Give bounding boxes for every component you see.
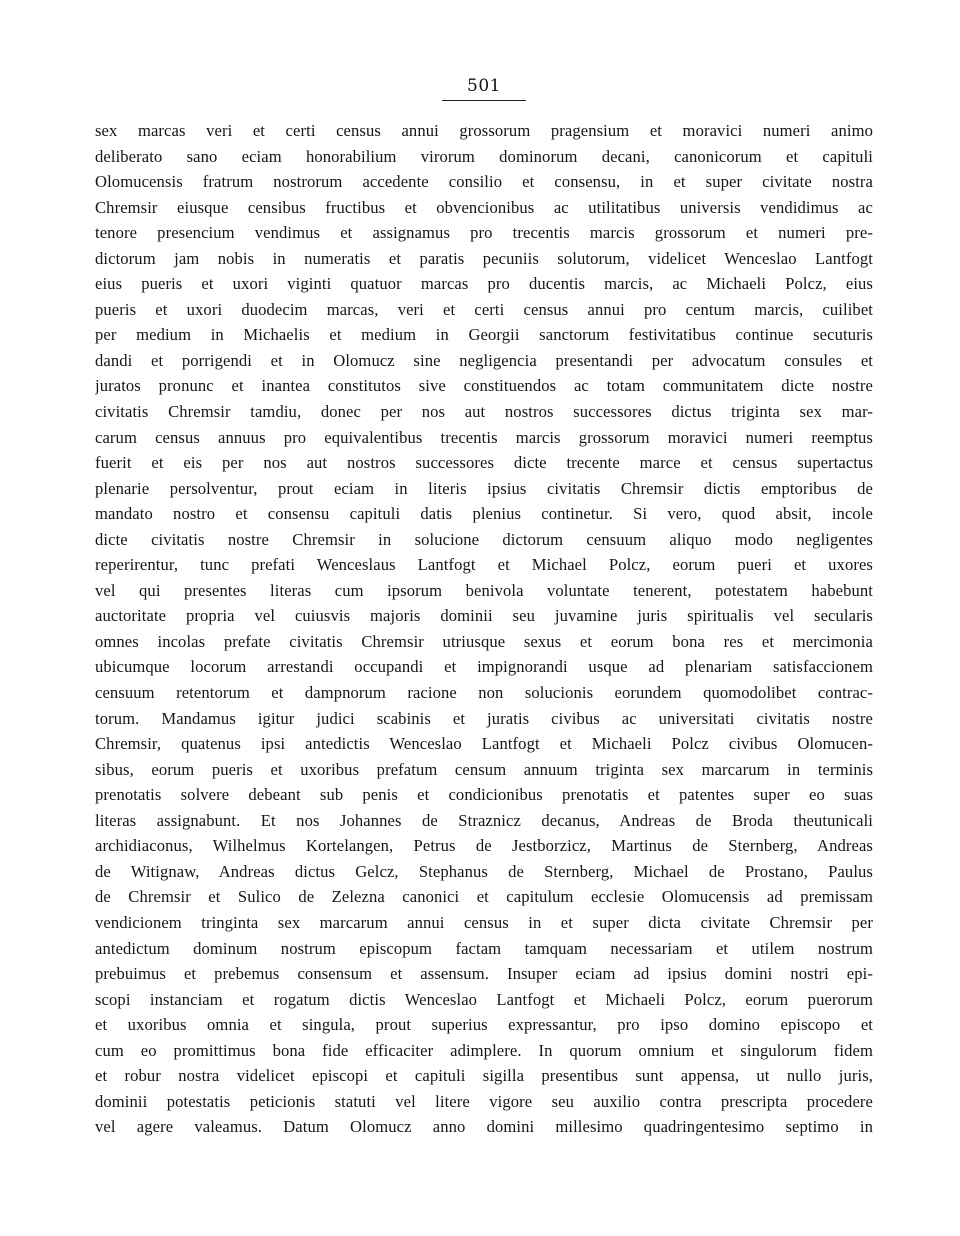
text-line: dictorum jam nobis in numeratis et paratis pecuniis solutorum, videlicet Wenceslao Lantfogt	[95, 248, 873, 268]
text-line: vel agere valeamus. Datum Olomucz anno domini millesimo quadringentesimo septimo in	[95, 1117, 873, 1137]
text-line: ubicumque locorum arrestandi occupandi et impignorandi usque ad plenariam satisfaccionem	[95, 657, 873, 677]
text-line: de Witignaw, Andreas dictus Gelcz, Stephanus de Sternberg, Michael de Prostano, Paulus	[95, 861, 873, 881]
text-line: civitatis Chremsir tamdiu, donec per nos aut nostros successores dictus triginta sex mar-	[95, 402, 873, 422]
text-line: torum. Mandamus igitur judici scabinis et juratis civibus ac universitati civitatis nostre	[95, 708, 873, 728]
text-line: carum census annuus pro equivalentibus trecentis marcis grossorum moravici numeri reemptus	[95, 427, 873, 447]
text-line: censuum retentorum et dampnorum racione non solucionis eorundem quomodolibet contrac-	[95, 683, 873, 703]
text-line: cum eo promittimus bona fide efficaciter adimplere. In quorum omnium et singulorum fidem	[95, 1040, 873, 1060]
text-line: et robur nostra videlicet episcopi et capituli sigilla presentibus sunt appensa, ut nullo juris,	[95, 1066, 873, 1086]
text-line: sex marcas veri et certi census annui grossorum pragensium et moravici numeri animo	[95, 121, 873, 140]
text-line: fuerit et eis per nos aut nostros successores dicte trecente marce et census supertactus	[95, 453, 873, 473]
text-line: dicte civitatis nostre Chremsir in solucione dictorum censuum aliquo modo negligentes	[95, 529, 873, 549]
text-line: pueris et uxori duodecim marcas, veri et certi census annui pro centum marcis, cuilibet	[95, 299, 873, 319]
text-line: plenarie persolventur, prout eciam in literis ipsius civitatis Chremsir dictis emptoribus de	[95, 478, 873, 498]
text-line: scopi instanciam et rogatum dictis Wenceslao Lantfogt et Michaeli Polcz, eorum puerorum	[95, 989, 873, 1009]
page-number: 501	[442, 76, 526, 101]
text-line: et uxoribus omnia et singula, prout superius expressantur, pro ipso domino episcopo et	[95, 1015, 873, 1035]
text-line: dandi et porrigendi et in Olomucz sine negligencia presentandi per advocatum consules et	[95, 350, 873, 370]
text-line: mandato nostro et consensu capituli datis plenius continetur. Si vero, quod absit, incole	[95, 504, 873, 524]
text-line: archidiaconus, Wilhelmus Kortelangen, Petrus de Jestborzicz, Martinus de Sternberg, Andreas	[95, 836, 873, 856]
text-line: prenotatis solvere debeant sub penis et condicionibus prenotatis et patentes super eo suas	[95, 785, 873, 805]
text-line: tenore presencium vendimus et assignamus pro trecentis marcis grossorum et numeri pre-	[95, 223, 873, 243]
text-line: deliberato sano eciam honorabilium virorum dominorum decani, canonicorum et capituli	[95, 146, 873, 166]
text-line: prebuimus et prebemus consensum et assensum. Insuper eciam ad ipsius domini nostri epi-	[95, 964, 873, 984]
text-line: reperirentur, tunc prefati Wenceslaus Lantfogt et Michael Polcz, eorum pueri et uxores	[95, 555, 873, 575]
text-line: de Chremsir et Sulico de Zelezna canonici et capitulum ecclesie Olomucensis ad premissam	[95, 887, 873, 907]
text-line: Chremsir, quatenus ipsi antedictis Wenceslao Lantfogt et Michaeli Polcz civibus Olomucen-	[95, 734, 873, 754]
text-line: juratos pronunc et inantea constitutos sive constituendos ac totam communitatem dicte nostre	[95, 376, 873, 396]
body-text	[95, 118, 873, 1140]
text-line: literas assignabunt. Et nos Johannes de Straznicz decanus, Andreas de Broda theutunicali	[95, 810, 873, 830]
text-line: sibus, eorum pueris et uxoribus prefatum censum annuum triginta sex marcarum in terminis	[95, 759, 873, 779]
text-line: vendicionem tringinta sex marcarum annui census in et super dicta civitate Chremsir per	[95, 912, 873, 932]
text-line: vel qui presentes literas cum ipsorum benivola voluntate tenerent, potestatem habebunt	[95, 580, 873, 600]
text-line: Chremsir eiusque censibus fructibus et obvencionibus ac utilitatibus universis vendidimus ac	[95, 197, 873, 217]
text-line: antedictum dominum nostrum episcopum factam tamquam necessariam et utilem nostrum	[95, 938, 873, 958]
text-line: omnes incolas prefate civitatis Chremsir utriusque sexus et eorum bona res et mercimonia	[95, 631, 873, 651]
text-line: Olomucensis fratrum nostrorum accedente consilio et consensu, in et super civitate nostra	[95, 172, 873, 192]
text-line: dominii potestatis peticionis statuti vel litere vigore seu auxilio contra prescripta procedere	[95, 1091, 873, 1111]
text-line: eius pueris et uxori viginti quatuor marcas pro ducentis marcis, ac Michaeli Polcz, eius	[95, 274, 873, 294]
text-line: per medium in Michaelis et medium in Georgii sanctorum festivitatibus continue secuturis	[95, 325, 873, 345]
text-line: auctoritate propria vel cuiusvis majoris dominii seu juvamine juris spiritualis vel secularis	[95, 606, 873, 626]
